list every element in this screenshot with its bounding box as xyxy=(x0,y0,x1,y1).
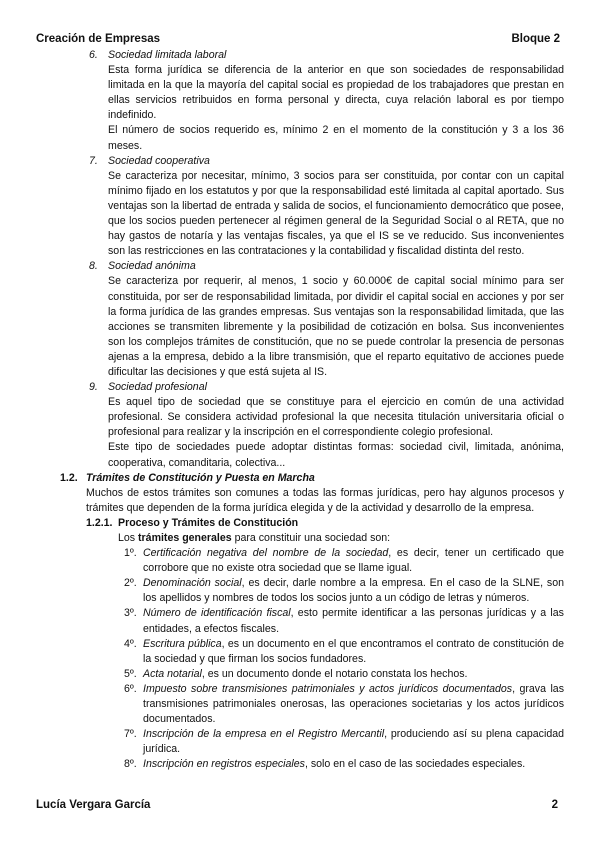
footer-author: Lucía Vergara García xyxy=(36,799,151,811)
item-paragraph: Se caracteriza por requerir, al menos, 1 socio y 60.000€ de capital social mínimo para ser constituida, por ser de responsabilidad limitada, por dividir el capital social en acciones y por ser la forma jurídica de las grandes empresas. Sus ventajas son la responsabilidad limitada, que las acciones se transmiten libremente y la posibilidad de cotización en bolsa. Sus inconvenientes son los complejos trámites de constitución, que no se puede controlar la presencia de personas ajenas a la empresa, debido a la libre transmisión, que el reparto equitativo de acciones puede dificultar las decisiones y que está sujeta al IS. xyxy=(108,275,564,378)
step-number: 4º. xyxy=(124,637,137,650)
step-term: Inscripción de la empresa en el Registro Mercantil xyxy=(143,728,385,741)
list-item xyxy=(0,259,600,380)
step-term: Número de identificación fiscal xyxy=(143,607,291,620)
item-heading xyxy=(0,154,600,169)
step-term: Inscripción en registros especiales xyxy=(143,758,305,771)
item-title: Sociedad limitada laboral xyxy=(108,49,227,61)
subsection-title: Proceso y Trámites de Constitución xyxy=(118,516,299,529)
step-text: , grava las transmisiones patrimoniales onerosas, las operaciones societarias y los actos jurídicos documentados. xyxy=(143,682,564,726)
item-title: Sociedad profesional xyxy=(108,381,207,394)
page-number: 2 xyxy=(551,799,558,811)
step-item xyxy=(0,576,600,606)
step-text: , esto permite identificar a las personas jurídicas y a las entidades, a efectos fiscales. xyxy=(143,607,564,635)
item-paragraph: Es aquel tipo de sociedad que se constituye para el ejercicio en común de una actividad profesional. Se considera actividad profesional la que necesita titulación universitaria oficial o profesional para realizar y la inscripción en el correspondiente colegio profesional. xyxy=(108,396,564,439)
list-item xyxy=(0,48,600,154)
intro-text: para constituir una sociedad son: xyxy=(231,532,391,544)
item-number: 6. xyxy=(89,49,98,61)
section-heading xyxy=(0,471,600,486)
section-number: 1.2. xyxy=(60,471,78,484)
section-title: Trámites de Constitución y Puesta en Marcha xyxy=(86,471,315,484)
section-paragraph: Muchos de estos trámites son comunes a todas las formas jurídicas, pero hay algunos procesos y trámites que dependen de la forma jurídica elegida y de la actividad y desarrollo de la empresa. xyxy=(86,486,564,514)
step-text: , es un documento en el que encontramos el contrato de constitución de la sociedad y que firman los socios fundadores. xyxy=(143,637,564,665)
step-number: 6º. xyxy=(124,682,137,695)
step-item xyxy=(0,682,600,727)
header-title: Creación de Empresas xyxy=(36,33,161,45)
item-paragraph: Este tipo de sociedades puede adoptar distintas formas: sociedad civil, limitada, anónima, cooperativa, comanditaria, colectiva... xyxy=(108,441,564,469)
header-block: Bloque 2 xyxy=(511,33,560,45)
item-heading xyxy=(0,380,600,395)
step-term: Acta notarial xyxy=(143,667,202,680)
step-item xyxy=(0,546,600,576)
item-heading xyxy=(0,259,600,274)
step-term: Denominación social xyxy=(143,577,242,590)
item-number: 8. xyxy=(89,260,98,273)
item-number: 7. xyxy=(89,154,98,167)
item-paragraph: El número de socios requerido es, mínimo 2 en el momento de la constitución y 3 a los 36 meses. xyxy=(108,124,564,152)
step-term: Escritura pública xyxy=(143,637,222,650)
list-item xyxy=(0,380,600,471)
subsection-intro xyxy=(0,531,600,546)
item-number: 9. xyxy=(89,381,98,394)
subsection-heading xyxy=(0,516,600,531)
page-content xyxy=(0,48,600,773)
step-number: 5º. xyxy=(124,667,137,680)
item-title: Sociedad cooperativa xyxy=(108,154,210,167)
step-item xyxy=(0,637,600,667)
item-heading xyxy=(0,48,600,63)
item-paragraph: Esta forma jurídica se diferencia de la anterior en que son sociedades de responsabilidad limitada en la que la mayoría del capital social es propiedad de los trabajadores que prestan en ellas servicios retribuidos en forma personal y directa, cuya relación laboral es por tiempo indefinido. xyxy=(108,64,564,122)
step-item xyxy=(0,757,600,772)
intro-text: Los xyxy=(118,532,139,544)
step-number: 7º. xyxy=(124,728,137,741)
step-number: 2º. xyxy=(124,577,137,590)
list-item xyxy=(0,154,600,260)
step-number: 8º. xyxy=(124,758,137,771)
step-text: , produciendo así su plena capacidad jurídica. xyxy=(143,728,564,756)
step-item xyxy=(0,727,600,757)
item-title: Sociedad anónima xyxy=(108,260,196,273)
step-text: , es decir, tener un certificado que corrobore que no existe otra sociedad que se llame igual. xyxy=(143,547,564,575)
item-paragraph: Se caracteriza por necesitar, mínimo, 3 socios para ser constituida, por contar con un capital mínimo fijado en los estatutos y por que la responsabilidad esté limitada al capital aportado. Sus ventajas son la libertad de entrada y salida de socios, el funcionamiento democrático que posee, que los socios pueden pertenecer al régimen general de la Seguridad Social o al RETA, que no hay gastos de notaría y las ventajas fiscales, ya que el IS se ve reducido. Sus inconvenientes son las restricciones en las contrataciones y la contabilidad y fiscalidad distinta del resto. xyxy=(108,169,564,258)
step-term: Certificación negativa del nombre de la sociedad xyxy=(143,547,389,560)
step-term: Impuesto sobre transmisiones patrimoniales y actos jurídicos documentados xyxy=(143,682,513,695)
step-item xyxy=(0,606,600,636)
step-number: 1º. xyxy=(124,547,137,560)
step-text: , es decir, darle nombre a la empresa. En el caso de la SLNE, son los apellidos y nombres de todos los socios junto a un código de letras y números. xyxy=(143,577,564,605)
step-number: 3º. xyxy=(124,607,137,620)
intro-bold: trámites generales xyxy=(138,532,232,544)
step-item xyxy=(0,667,600,682)
step-text: , solo en el caso de las sociedades especiales. xyxy=(304,758,526,771)
subsection-number: 1.2.1. xyxy=(86,516,113,529)
step-text: , es un documento donde el notario constata los hechos. xyxy=(201,667,468,680)
